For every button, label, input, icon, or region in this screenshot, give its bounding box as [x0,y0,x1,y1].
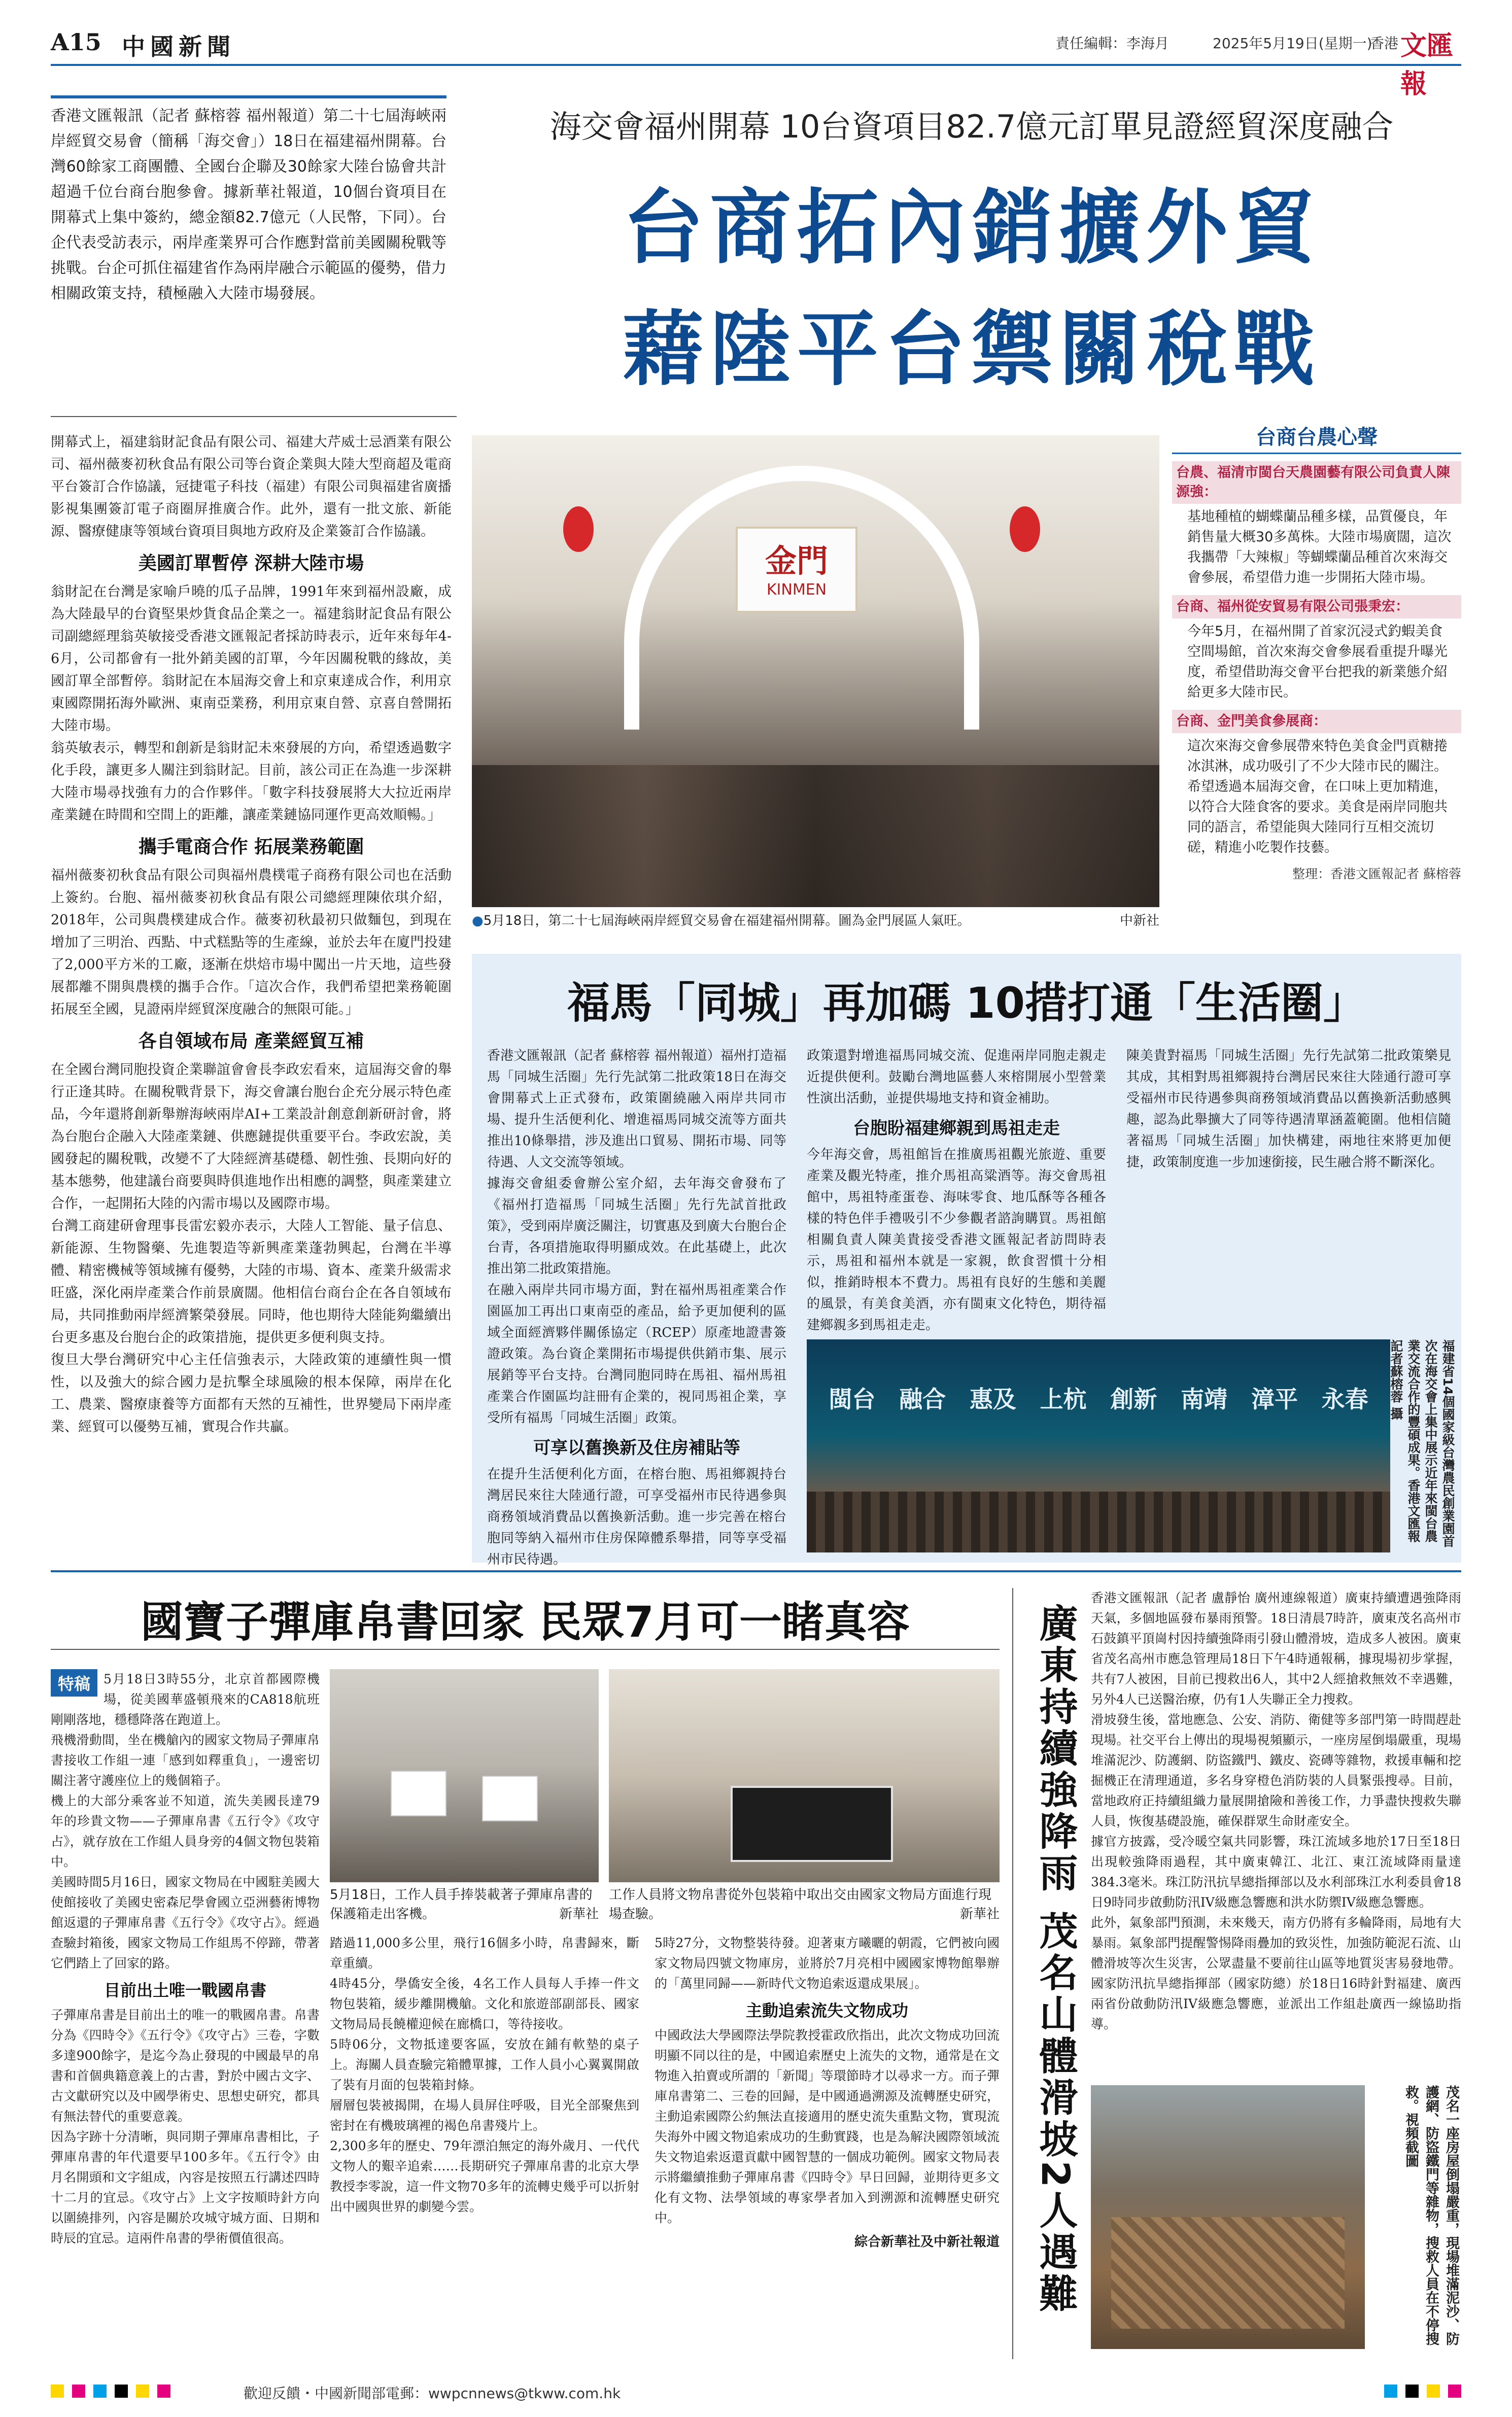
main-photo-caption [472,911,1159,931]
guobao-col-2 [330,1933,639,2349]
lede-text: 香港文匯報訊（記者 蘇榕蓉 福州報道）第二十七屆海峽兩岸經貿交易會（簡稱「海交會」）18日在福建福州開幕。台灣60餘家工商團體、全國台企聯及30餘家大陸台協會共計超過千位台商台胞參會。據新華社報道，10個台資項目在開幕式上集中簽約，總金額82.7億元（人民幣，下同）。台企代表受訪表示，兩岸產業界可合作應對當前美國關稅戰等挑戰。台企可抓住福建省作為兩岸融合示範區的優勢，借力相關政策支持，積極融入大陸市場發展。 [51,107,446,302]
brand-prefix: 香港 [1370,35,1399,52]
body-para: 在提升生活便利化方面，在榕台胞、馬祖鄉親持台灣居民來往大陸通行證，可享受福州市民待遇參與商務領域消費品以舊換新活動。進一步完善在榕台胞同等納入福州市住房保障體系舉措，同等享受福州市民待遇。 [487,1467,786,1567]
body-para: 層層包裝被揭開，在場人員屏住呼吸，目光全部聚焦到密封在有機玻璃裡的褐色帛書殘片上。 [330,2098,639,2133]
body-para: 5時06分，文物抵達要客區，安放在鋪有軟墊的桌子上。海關人員查驗完箱體單據，工作人員小心翼翼開啟了裝有月面的包裝箱封條。 [330,2037,639,2092]
caption-credit: 中新社 [1119,913,1159,928]
swatch [1405,2385,1419,2398]
sidebar-quote-who: 台農、福清市閩台天農園藝有限公司負責人陳源強： [1172,461,1461,504]
body-para: 5時27分，文物整裝待發。迎著東方曦曬的朝霞，它們被向國家文物局四號文物庫房，並將於7月亮相中國國家博物館舉辦的「萬里同歸——新時代文物追索返還成果展」。 [655,1936,1000,1991]
sidebar-quote: 今年5月，在福州開了首家沉浸式釣蝦美食空間場館，首次來海交會參展看重提升曝光度，希望借助海交會平台把我的新業態介紹給更多大陸市民。 [1187,624,1448,700]
stage-photo-caption: 福建省14個國家級台灣農民創業園首次在海交會上集中展示近年來閩台農業交流合作的豐碩成果。香港文匯報記者蘇榕蓉 攝 [1389,1339,1455,1547]
guobao-col-3 [655,1933,1000,2349]
fuma-headline: 福馬「同城」再加碼 10措打通「生活圈」 [567,978,1366,1028]
swatch [157,2385,170,2398]
body-para: 陳美貴對福馬「同城生活圈」先行先試第二批政策樂見其成，其相對馬祖鄉親持台灣居民來往大陸通行證可享受福州市民待遇參與商務領域消費品以舊換新活動感興趣，認為此舉擴大了同等待遇清單涵蓋範圍。他相信隨著福馬「同城生活圈」加快構建，兩地往來將更加便捷，政策制度進一步加速銜接，民生融合將不斷深化。 [1126,1048,1451,1170]
box [391,1771,446,1816]
lede-box [51,95,446,400]
box [482,1776,538,1821]
guangdong-text [1091,1588,1461,2055]
sidebar-credit: 整理：香港文匯報記者 蘇榕蓉 [1292,867,1461,881]
booth-sign-text: 金門 [765,542,828,579]
divider [51,416,457,417]
color-registration-bar [51,2385,170,2398]
stage-screen [817,1360,1380,1436]
sidebar-quote-who: 台商、福州從安貿易有限公司張秉宏： [1172,595,1461,618]
guobao-photo-1-caption [330,1885,599,1924]
body-para: 復旦大學台灣研究中心主任信強表示，大陸政策的連續性與一慣性，以及強大的綜合國力是抗擊全球風險的根本保障，兩岸在化工、農業、醫療康養等方面都有天然的互補性，世界變局下兩岸產業、經貿可以優勢互補，實現合作共贏。 [51,1352,452,1435]
guobao-headline: 國寶子彈庫帛書回家 民眾7月可一睹真容 [141,1597,910,1647]
guobao-col-1 [51,1669,320,2349]
body-para: 踏過11,000多公里，飛行16個多小時，帛書歸來，斷章重續。 [330,1936,639,1971]
body-para: 開幕式上，福建翁財記食品有限公司、福建大芹威士忌酒業有限公司、福州薇麥初秋食品有限公司等台資企業與大陸大型商超及電商平台簽訂合作協議，冠捷電子科技（福建）有限公司與福建省廣播影視集團簽訂電子商圈屏推廣合作。此外，還有一批文旅、新能源、醫療健康等領域台資項目與地方政府及企業簽訂合作協議。 [51,434,452,539]
kicker: 海交會福州開幕 10台資項目82.7億元訂單見證經貿深度融合 [549,108,1394,145]
audience [807,1492,1390,1552]
swatch [72,2385,85,2398]
byline-end: 綜合新華社及中新社報道 [854,2234,1000,2250]
stage-word: 閩台 [829,1386,876,1413]
subhead: 攜手電商合作 拓展業務範圍 [138,837,364,857]
body-para: 中國政法大學國際法學院教授霍政欣指出，此次文物成功回流明顯不同以往的是，中國追索歷史上流失的文物，通常是在文物進入拍賣或所謂的「新聞」等環節時才以尋求一方。而子彈庫帛書第二、三卷的回歸，是中國通過溯源及流轉歷史研究，主動追索國際公約無法直接適用的歷史流失重點文物，實現流失海外中國文物追索成功的生動實踐，也是為解決國際領域流失文物追索返還貢獻中國智慧的一個成功範例。國家文物局表示將繼續推動子彈庫帛書《四時令》早日回歸，並期待更多文化有文物、法學領域的專家學者加入到溯源和流轉歷史研究中。 [655,2028,1000,2225]
body-para: 滑坡發生後，當地應急、公安、消防、衛健等多部門第一時間趕赴現場。社交平台上傳出的現場視頻顯示，一座房屋倒塌嚴重，現場堆滿泥沙、防護網、防盜鐵門、鐵皮、瓷磚等雜物，救援車輛和挖掘機正在清理通道，多名身穿橙色消防裝的人員緊張搜尋。目前，當地政府正持續組織力量展開搶險和善後工作，力爭盡快搜救失聯人員，恢復基礎設施，確保群眾生命財產安全。 [1091,1712,1461,1828]
caption-text: 5月18日，第二十七屆海峽兩岸經貿交易會在福建福州開幕。圖為金門展區人氣旺。 [483,913,971,928]
body-para: 台灣工商建研會理事長雷宏毅亦表示，大陸人工智能、量子信息、新能源、生物醫藥、先進製造等新興產業蓬勃興起，台灣在半導體、精密機械等領域擁有優勢，大陸的市場、資本、產業升級需求旺盛，深化兩岸產業合作前景廣闊。他相信台商台企在各自領域布局，共同推動兩岸經濟繁榮發展。同時，他也期待大陸能夠繼續出台更多惠及台胞台企的政策措施，提供更多便利與支持。 [51,1218,452,1345]
body-para: 據海交會組委會辦公室介紹，去年海交會發布了《福州打造福馬「同城生活圈」先行先試首批政策》，受到兩岸廣泛關注，切實惠及到廣大台胞台企台青，各項措施取得明顯成效。在此基礎上，此次推出第二批政策措施。 [487,1176,786,1276]
issue-date: 2025年5月19日(星期一) [1213,35,1372,52]
landslide-caption: 茂名一座房屋倒塌嚴重，現場堆滿泥沙、防護網、防盜鐵門等雜物，搜救人員在不停搜救。視頻截圖 [1403,2085,1459,2345]
stage-word: 上杭 [1040,1386,1087,1413]
headline-main-1: 台商拓內銷擴外貿 [622,180,1321,275]
body-para: 在全國台灣同胞投資企業聯誼會會長李政宏看來，這屆海交會的舉行正逢其時。在關稅戰背景下，海交會讓台胞台企充分展示特色產品，今年還將創新舉辦海峽兩岸AI+工業設計創意創新研討會，將為台胞台企融入大陸產業鏈、供應鏈提供重要平台。李政宏說，美國發起的關稅戰，改變不了大陸經濟基礎穩、韌性強、長期向好的基本態勢，他建議台商要與時俱進地作出相應的調整，與產業建立合作，一起開拓大陸的內需市場以及國際市場。 [51,1062,452,1212]
footer [51,2379,1461,2405]
feature-tag: 特稿 [51,1669,97,1697]
subhead: 主動追索流失文物成功 [745,2001,908,2020]
booth-sign [736,527,857,613]
divider [1012,1588,1013,2359]
body-para: 此外，氣象部門預測，未來幾天，南方仍將有多輪降雨，局地有大暴雨。氣象部門提醒警惕降雨疊加的致災性，加強防範泥石流、山體滑坡等次生災害，公眾盡量不要前往山區等地質災害易發地帶。國家防汛抗旱總指揮部（國家防總）於18日16時針對福建、廣西兩省份啟動防汛IV級應急響應，並派出工作組赴廣西一線協助指導。 [1091,1915,1461,2031]
main-photo [472,435,1159,907]
case [731,1786,893,1862]
stage-word: 惠及 [969,1386,1016,1413]
caption-credit: 新華社 [959,1907,1000,1922]
editor-credit: 責任編輯：李海月 [1055,35,1170,52]
fuma-col-1 [487,1045,786,1570]
subhead: 美國訂單暫停 深耕大陸市場 [138,553,364,574]
header-rule [51,64,1461,66]
swatch [93,2385,107,2398]
body-para: 翁財記在台灣是家喻戶曉的瓜子品牌，1991年來到福州設廠，成為大陸最早的台資堅果炒貨食品企業之一。福建翁財記食品有限公司副總經理翁英敏接受香港文匯報記者採訪時表示，近年來每年4-6月，公司都會有一批外銷美國的訂單，今年因關稅戰的緣故，美國訂單全部暫停。翁財記在本屆海交會上和京東達成合作，利用京東國際開拓海外歐洲、東南亞業務，利用京東自營、京喜自營開拓大陸市場。 [51,584,452,734]
booth-sign-sub: KINMEN [766,581,827,599]
guobao-photo-1 [330,1669,599,1882]
body-para: 子彈庫帛書是目前出土的唯一的戰國帛書。帛書分為《四時令》《五行令》《攻守占》三卷，字數多達900餘字，是迄今為止發現的中國最早的帛書和首個典籍意義上的古書，對於中國古文字、古文獻研究以及中國學術史、思想史研究，都具有無法替代的重要意義。 [51,2008,320,2124]
swatch [1384,2385,1397,2398]
brand-logo: 文匯報 [1400,30,1454,99]
stage-word: 漳平 [1251,1386,1298,1413]
body-para: 因為字跡十分清晰，與同期子彈庫帛書相比，子彈庫帛書的年代還要早100多年。《五行令》由月名開頭和文字組成，內容是按照五行講述四時十二月的宜忌。《攻守占》上文字按順時針方向以圍繞排列，內容是關於攻城守城方面、日期和時辰的宜忌。這兩件帛書的學術價值很高。 [51,2129,320,2246]
body-para: 福州薇麥初秋食品有限公司與福州農樸電子商務有限公司也在活動上簽約。台胞、福州薇麥初秋食品有限公司總經理陳依琪介紹，2018年，公司與農樸建成合作。薇麥初秋最初只做麵包，到現在增加了三明治、西點、中式糕點等的生產線，並於去年在廈門投建了2,000平方米的工廠，逐漸在烘焙市場中闖出一片天地，這些發展都離不開與農樸的攜手合作。「這次合作，我們希望把業務範圍拓展至全國，見證兩岸經貿深度融合的無限可能。」 [51,868,452,1017]
body-para: 機上的大部分乘客並不知道，流失美國長達79年的珍貴文物——子彈庫帛書《五行令》《攻守占》，就存放在工作組人員身旁的4個文物包裝箱中。 [51,1793,320,1869]
lantern [1010,506,1040,552]
body-para: 翁英敏表示，轉型和創新是翁財記未來發展的方向，希望透過數字化手段，讓更多人關注到翁財記。目前，該公司正在為進一步深耕大陸市場尋找強有力的合作夥伴。「數字科技發展將大大拉近兩岸產業鏈在時間和空間上的距離，讓產業鏈協同運作更高效順暢。」 [51,740,452,823]
left-column [51,431,452,1563]
caption-credit: 新華社 [559,1907,599,1922]
swatch [1448,2385,1461,2398]
subhead: 目前出土唯一戰國帛書 [104,1981,266,2000]
body-para: 美國時間5月16日，國家文物局在中國駐美國大使館接收了美國史密森尼學會國立亞洲藝術博物館返還的子彈庫帛書《五行令》《攻守占》。經過查驗封箱後，國家文物局工作組馬不停蹄，帶著它們踏上了回家的路。 [51,1875,320,1971]
swatch [136,2385,149,2398]
body-para: 在融入兩岸共同市場方面，對在福州馬祖產業合作園區加工再出口東南亞的產品，給予更加便利的區域全面經濟夥伴關係協定（RCEP）原產地證書簽證政策。為台資企業開拓市場提供供銷市集、展示展銷等平台支持。台灣同胞同時在馬祖、福州馬祖產業合作園區均註冊有企業的，視同馬祖企業，享受所有福馬「同城生活圈」政策。 [487,1283,786,1426]
stage-word: 融合 [899,1386,946,1413]
body-para: 據官方披露，受冷暖空氣共同影響，珠江流域多地於17日至18日出現較強降雨過程，其中廣東韓江、北江、東江流域降雨量達384.3毫米。珠江防汛抗旱總指揮部以及水利部珠江水利委員會18日9時同步啟動防汛IV級應急響應和洪水防禦IV級應急響應。 [1091,1834,1461,1910]
sidebar-box [1172,422,1461,932]
camera-icon: ● [472,913,484,928]
guobao-photo-2 [609,1669,1000,1882]
color-registration-bar [1384,2385,1461,2398]
sidebar-quote-who: 台商、金門美食參展商： [1172,710,1461,733]
body-para: 香港文匯報訊（記者 蘇榕蓉 福州報道）福州打造福馬「同城生活圈」先行先試第二批政策18日在海交會開幕式上正式發布，政策圍繞融入兩岸共同市場、提升生活便利化、增進福馬同城交流等方面共推出10條舉措，涉及進出口貿易、開拓市場、同等待遇、人文交流等領域。 [487,1048,786,1170]
fuma-col-2 [807,1045,1106,1336]
page-header [51,26,1461,99]
stage-word: 創新 [1110,1386,1157,1413]
rubble [1111,2217,1345,2329]
fuma-col-3 [1126,1045,1451,1173]
landslide-photo [1091,2085,1365,2349]
body-para: 今年海交會，馬祖館旨在推廣馬祖觀光旅遊、重要產業及觀光特產，推介馬祖高粱酒等。海交會馬祖館中，馬祖特產蛋卷、海味零食、地瓜酥等各種各樣的特色伴手禮吸引不少參觀者諮詢購買。馬祖館相關負責人陳美貴接受香港文匯報記者訪問時表示，馬祖和福州本就是一家親，飲食習慣十分相似，推銷時根本不費力。馬祖有良好的生態和美麗的風景，有美食美酒，亦有閩東文化特色，期待福建鄉親多到馬祖走走。 [807,1147,1106,1333]
caption-text: 工作人員將文物帛書從外包裝箱中取出交由國家文物局方面進行現場查驗。 [609,1887,992,1922]
headline-main-2: 藉陸平台禦關稅戰 [622,301,1321,397]
subhead: 各自領域布局 產業經貿互補 [138,1031,364,1052]
body-para: 2,300多年的歷史、79年漂泊無定的海外歲月、一代代文物人的艱辛追索……長期研究子彈庫帛書的北京大學教授李零說，這一件文物70多年的流轉史幾乎可以折射出中國與世界的劇變今雲。 [330,2138,639,2214]
body-para: 政策還對增進福馬同城交流、促進兩岸同胞走親走近提供便利。鼓勵台灣地區藝人來榕開展小型營業性演出活動，並提供場地支持和資金補助。 [807,1048,1106,1106]
sidebar-quote: 這次來海交會參展帶來特色美食金門貢糖捲冰淇淋，成功吸引了不少大陸市民的關注。希望透過本屆海交會，在口味上更加精進，以符合大陸食客的要求。美食是兩岸同胞共同的語言，希望能與大陸同行互相交流切磋，精進小吃製作技藝。 [1187,738,1448,855]
stage-word: 永春 [1321,1386,1368,1413]
body-para: 飛機滑動間，坐在機艙內的國家文物局子彈庫帛書接收工作組一連「感到如釋重負」，一邊密切關注著守護座位上的幾個箱子。 [51,1733,320,1788]
body-para: 5月18日3時55分，北京首都國際機場，從美國華盛頓飛來的CA818航班剛剛落地，穩穩降落在跑道上。 [51,1672,320,1727]
swatch [51,2385,64,2398]
guobao-photo-2-caption [609,1885,1000,1924]
guangdong-headline: 廣東持續強降雨 茂名山體滑坡2人遇難 [1033,1603,1078,2316]
subhead: 可享以舊換新及住房補貼等 [533,1438,740,1458]
divider [51,1649,1000,1650]
divider [51,1570,1461,1572]
stage-word: 南靖 [1181,1386,1228,1413]
lantern [563,506,594,552]
subhead: 台胞盼福建鄉親到馬祖走走 [853,1118,1060,1138]
caption-text: 5月18日，工作人員手捧裝載著子彈庫帛書的保護箱走出客機。 [330,1887,593,1922]
section-title: 中國新聞 [122,33,235,60]
crowd [472,765,1159,907]
body-para: 香港文匯報訊（記者 盧靜怡 廣州連線報道）廣東持續遭遇強降雨天氣，多個地區發布暴雨預警。18日清晨7時許，廣東茂名高州市石鼓鎮平頂崗村因持續強降雨引發山體滑坡，造成多人被困。廣東省茂名高州市應急管理局18日下午4時通報稱，據現場初步掌握，共有7人被困，目前已搜救出6人，其中2人經搶救無效不幸遇難，另外4人已送醫治療，仍有1人失聯正全力搜救。 [1091,1591,1461,1707]
sidebar-title: 台商台農心聲 [1172,422,1461,454]
body-para: 4時45分，學僑安全後，4名工作人員每人手捧一件文物包裝箱，緩步離開機艙。文化和旅遊部副部長、國家文物局局長饒權迎候在廊橋口，等待接收。 [330,1976,639,2031]
stage-photo [807,1339,1390,1552]
footer-text: 歡迎反饋・中國新聞部電郵：wwpcnnews@tkww.com.hk [244,2385,621,2402]
swatch [1427,2385,1440,2398]
page-number: A15 [51,28,101,56]
sidebar-quote: 基地種植的蝴蝶蘭品種多樣，品質優良，年銷售量大概30多萬株。大陸市場廣闊，這次我攜帶「大辣椒」等蝴蝶蘭品種首次來海交會參展，希望借力進一步開拓大陸市場。 [1187,509,1452,585]
swatch [115,2385,128,2398]
